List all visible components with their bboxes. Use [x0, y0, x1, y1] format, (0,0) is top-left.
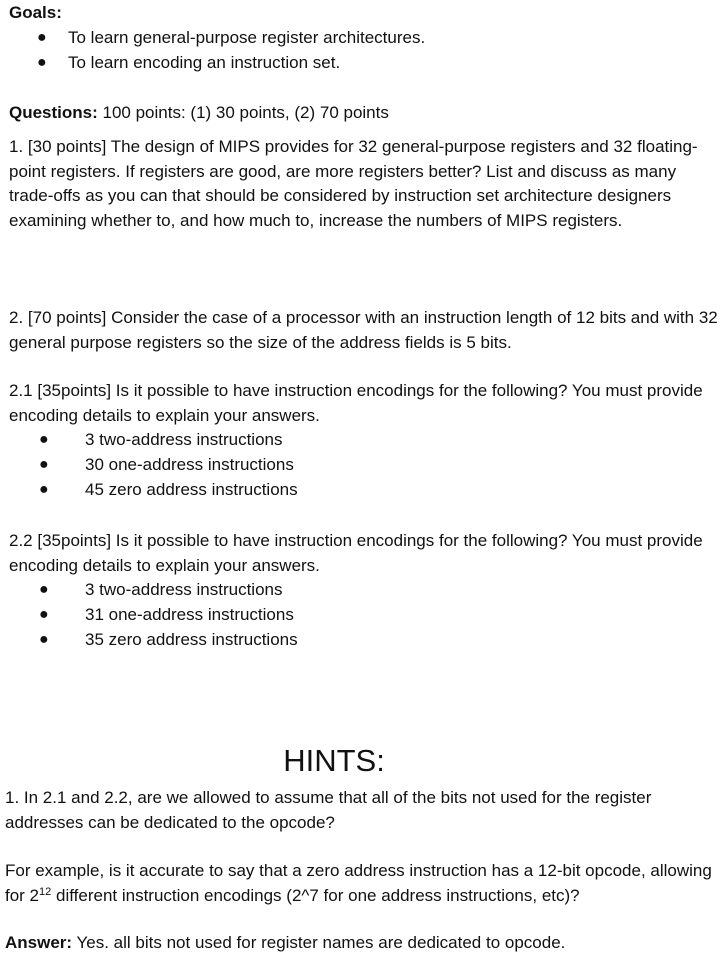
hint-example — [5, 859, 721, 908]
list-item-text: 35 zero address instructions — [85, 630, 298, 649]
question-2-2 — [9, 529, 721, 653]
goals-item — [9, 51, 721, 76]
goals-section — [9, 1, 721, 76]
question-2-1-text: 2.1 [35points] Is it possible to have instruction encodings for the following? You must provide encoding details to explain your answers. — [9, 381, 703, 425]
bullet-icon: ● — [39, 581, 49, 598]
bullet-icon: ● — [39, 456, 49, 473]
goals-item — [9, 26, 721, 51]
question-1 — [9, 135, 721, 233]
question-2-1-list — [9, 428, 721, 503]
question-2-2-list — [9, 578, 721, 653]
hint-1 — [5, 786, 721, 835]
list-item — [9, 453, 721, 478]
bullet-icon: ● — [39, 631, 49, 648]
list-item — [9, 478, 721, 503]
goals-item-text: To learn encoding an instruction set. — [68, 52, 341, 72]
bullet-icon: ● — [37, 28, 47, 46]
bullet-icon: ● — [39, 431, 49, 448]
goals-list — [9, 26, 721, 76]
hint-answer — [5, 931, 721, 956]
hint-1-text: 1. In 2.1 and 2.2, are we allowed to assume that all of the bits not used for the register addresses can be dedicated to the opcode? — [5, 788, 652, 832]
list-item-text: 31 one-address instructions — [85, 605, 294, 624]
answer-label: Answer: — [5, 933, 73, 952]
hint-example-exponent: 12 — [39, 885, 52, 898]
list-item-text: 45 zero address instructions — [85, 480, 298, 499]
list-item-text: 3 two-address instructions — [85, 430, 283, 449]
list-item-text: 30 one-address instructions — [85, 455, 294, 474]
list-item — [9, 603, 721, 628]
bullet-icon: ● — [39, 606, 49, 623]
goals-title: Goals: — [9, 3, 62, 22]
hints-title: HINTS: — [283, 743, 385, 778]
question-2 — [9, 306, 721, 355]
question-2-2-text: 2.2 [35points] Is it possible to have instruction encodings for the following? You must provide encoding details to explain your answers. — [9, 531, 703, 575]
bullet-icon: ● — [39, 481, 49, 498]
questions-summary: 100 points: (1) 30 points, (2) 70 points — [97, 103, 389, 122]
questions-header — [9, 101, 721, 126]
goals-item-text: To learn general-purpose register architectures. — [68, 27, 426, 47]
question-1-text: 1. [30 points] The design of MIPS provides for 32 general-purpose registers and 32 floating-point registers. If registers are good, are more registers better? List and discuss as many trade-offs as you can that should be considered by instruction set architecture designers examining whether to, and how much to, increase the numbers of MIPS registers. — [9, 137, 698, 230]
answer-text: Yes. all bits not used for register names are dedicated to opcode. — [72, 933, 566, 952]
list-item-text: 3 two-address instructions — [85, 580, 283, 599]
bullet-icon: ● — [37, 53, 47, 71]
question-2-text: 2. [70 points] Consider the case of a processor with an instruction length of 12 bits and with 32 general purpose registers so the size of the address fields is 5 bits. — [9, 308, 718, 352]
hint-example-text-end: different instruction encodings (2^7 for one address instructions, etc)? — [51, 885, 580, 905]
questions-label: Questions: — [9, 103, 98, 122]
list-item — [9, 578, 721, 603]
list-item — [9, 428, 721, 453]
list-item — [9, 628, 721, 653]
question-2-1 — [9, 379, 721, 503]
hint-example-text: For example, is it accurate to say that a zero address instruction has a 12-bit opcode, allowing for 2 — [5, 861, 712, 905]
